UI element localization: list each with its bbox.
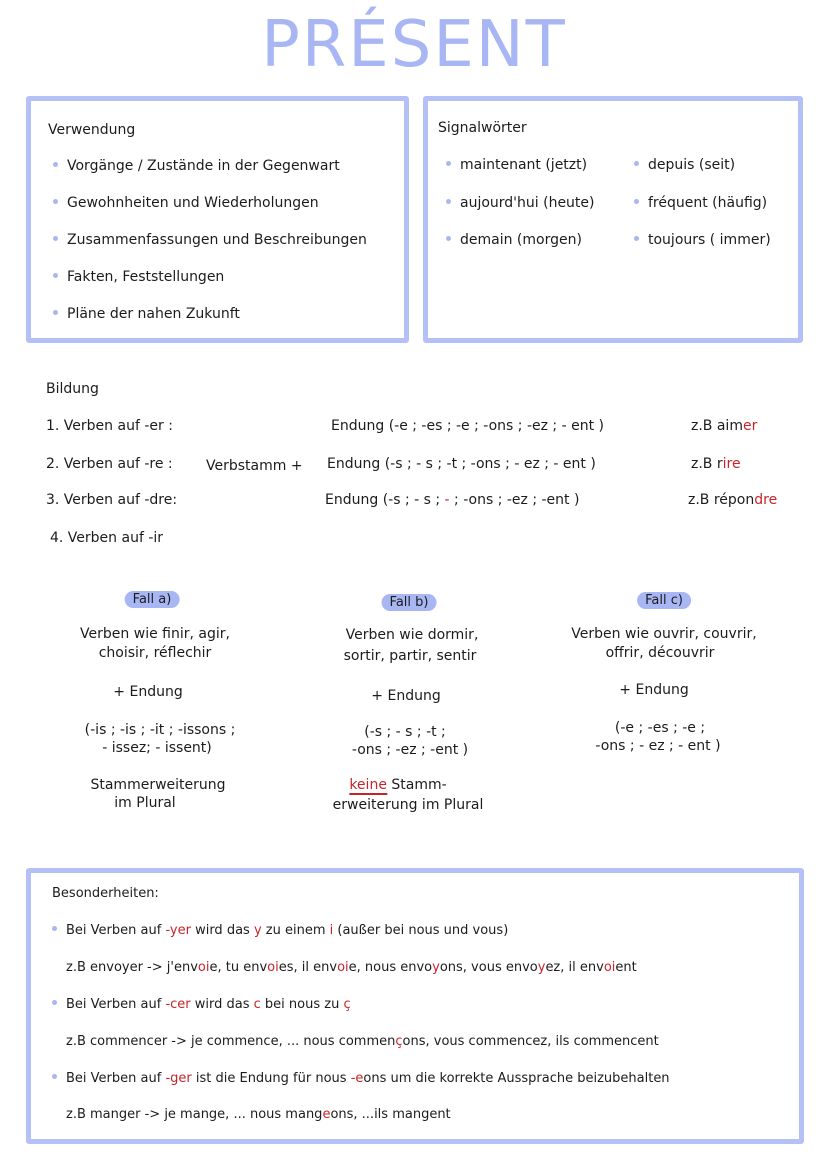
verwendung-heading: Verwendung: [48, 122, 136, 138]
bullet-icon: [53, 236, 58, 241]
verwendung-item: Vorgänge / Zustände in der Gegenwart: [53, 158, 340, 174]
bullet-icon: [53, 199, 58, 204]
fall-a-note: im Plural: [114, 795, 176, 811]
fall-c-label: Fall c): [637, 589, 691, 608]
verwendung-item: Gewohnheiten und Wiederholungen: [53, 195, 319, 211]
endung-dre: Endung (-s ; - s ; - ; -ons ; -ez ; -ent ): [325, 492, 580, 508]
fall-b-endung: -ons ; -ez ; -ent ): [351, 742, 469, 758]
signalwoerter-heading: Signalwörter: [438, 120, 527, 136]
fall-c-plus-endung: + Endung: [619, 682, 689, 698]
bullet-icon: [446, 236, 451, 241]
bildung-row-label: 3. Verben auf -dre:: [46, 492, 178, 508]
example-manger: z.B manger -> je mange, ... nous mangeons, ...ils mangent: [66, 1107, 451, 1122]
fall-b-plus-endung: + Endung: [371, 688, 441, 704]
verbstamm-label: Verbstamm +: [206, 458, 303, 474]
besonderheit-cer: Bei Verben auf -cer wird das c bei nous zu ç: [52, 997, 351, 1012]
fall-a-note: Stammerweiterung: [90, 777, 226, 793]
bullet-icon: [634, 161, 639, 166]
fall-b-verbs: Verben wie dormir,: [345, 627, 479, 643]
signal-item: demain (morgen): [446, 232, 582, 248]
example-repondre: z.B répondre: [688, 492, 778, 508]
example-envoyer: z.B envoyer -> j'envoie, tu envoies, il envoie, nous envoyons, vous envoyez, il envoient: [66, 960, 637, 975]
besonderheiten-heading: Besonderheiten:: [52, 886, 159, 901]
fall-b-label: Fall b): [382, 591, 437, 610]
bildung-row-label: 1. Verben auf -er :: [46, 418, 173, 434]
page-title: PRÉSENT: [261, 8, 567, 82]
fall-c-endung: -ons ; - ez ; - ent ): [595, 738, 721, 754]
fall-a-endung: (-is ; -is ; -it ; -issons ;: [84, 722, 236, 738]
endung-er: Endung (-e ; -es ; -e ; -ons ; -ez ; - ent ): [331, 418, 604, 434]
fall-c-verbs: Verben wie ouvrir, couvrir,: [571, 626, 757, 642]
bullet-icon: [52, 1000, 57, 1005]
bullet-icon: [53, 273, 58, 278]
fall-a-label: Fall a): [125, 588, 180, 607]
bildung-heading: Bildung: [46, 381, 99, 397]
signal-item: maintenant (jetzt): [446, 157, 587, 173]
example-aimer: z.B aimer: [691, 418, 758, 434]
fall-b-note: erweiterung im Plural: [332, 797, 484, 813]
fall-b-endung: (-s ; - s ; -t ;: [364, 724, 446, 740]
fall-b-note: keine Stamm-: [349, 777, 447, 793]
example-commencer: z.B commencer -> je commence, ... nous commençons, vous commencez, ils commencent: [66, 1034, 659, 1049]
bullet-icon: [634, 236, 639, 241]
bullet-icon: [446, 199, 451, 204]
verwendung-item: Zusammenfassungen und Beschreibungen: [53, 232, 367, 248]
example-rire: z.B rire: [691, 456, 741, 472]
fall-b-verbs: sortir, partir, sentir: [343, 648, 477, 664]
fall-a-verbs: Verben wie finir, agir,: [80, 626, 230, 642]
endung-re: Endung (-s ; - s ; -t ; -ons ; - ez ; - ent ): [327, 456, 596, 472]
bullet-icon: [52, 926, 57, 931]
besonderheit-ger: Bei Verben auf -ger ist die Endung für nous -eons um die korrekte Aussprache beizubehalten: [52, 1071, 670, 1086]
bildung-row-label: 4. Verben auf -ir: [50, 530, 164, 546]
verwendung-item: Pläne der nahen Zukunft: [53, 306, 240, 322]
fall-a-verbs: choisir, réflechir: [98, 645, 212, 661]
signal-item: aujourd'hui (heute): [446, 195, 595, 211]
signal-item: depuis (seit): [634, 157, 735, 173]
bullet-icon: [52, 1074, 57, 1079]
fall-a-plus-endung: + Endung: [113, 684, 183, 700]
fall-a-endung: - issez; - issent): [102, 740, 212, 756]
fall-c-endung: (-e ; -es ; -e ;: [614, 720, 706, 736]
signal-item: fréquent (häufig): [634, 195, 767, 211]
fall-c-verbs: offrir, découvrir: [605, 645, 715, 661]
bildung-row-label: 2. Verben auf -re :: [46, 456, 173, 472]
bullet-icon: [53, 310, 58, 315]
bullet-icon: [53, 162, 58, 167]
bullet-icon: [446, 161, 451, 166]
signal-item: toujours ( immer): [634, 232, 771, 248]
verwendung-item: Fakten, Feststellungen: [53, 269, 224, 285]
bullet-icon: [634, 199, 639, 204]
besonderheit-yer: Bei Verben auf -yer wird das y zu einem i (außer bei nous und vous): [52, 923, 508, 938]
